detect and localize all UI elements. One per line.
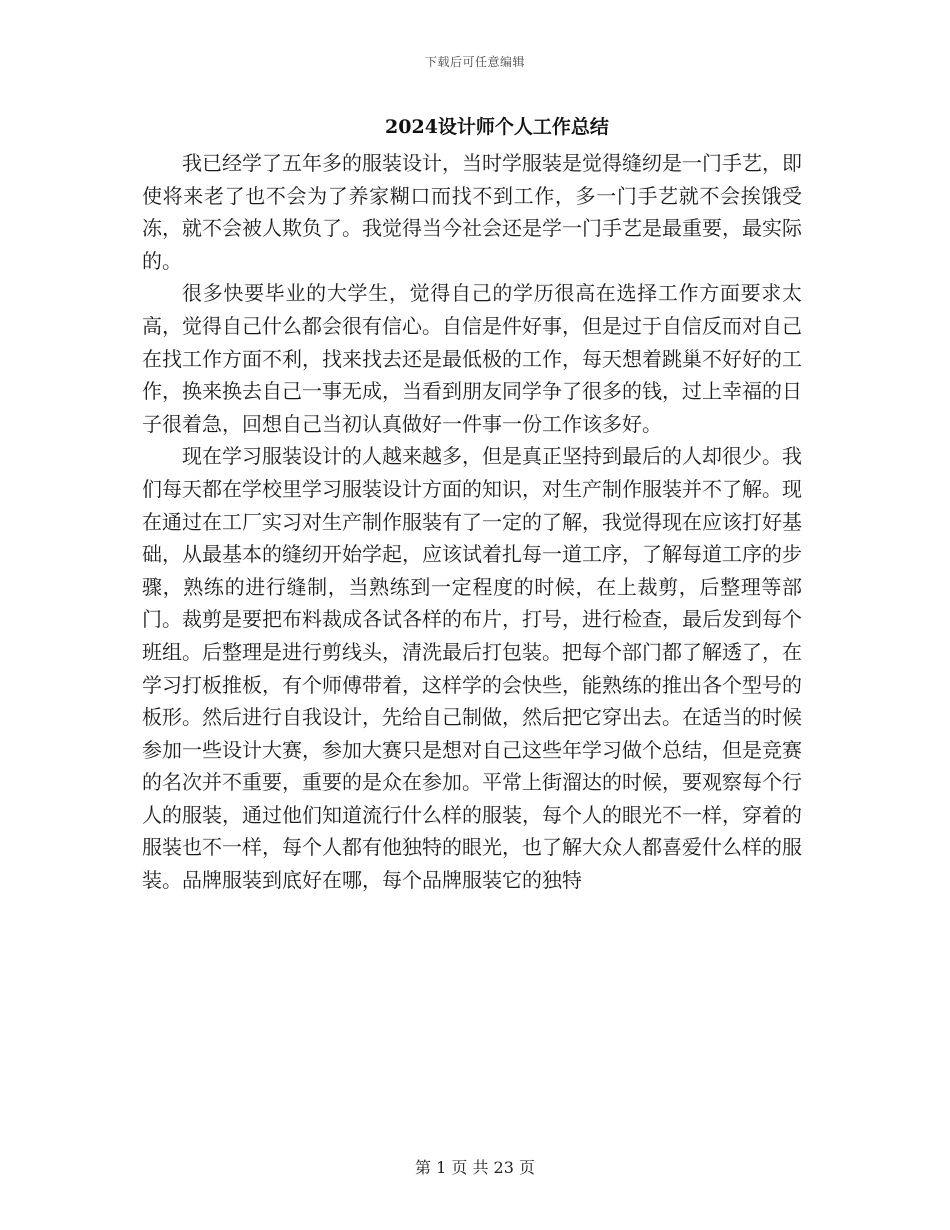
page-number: 第 1 页 共 23 页: [415, 1158, 535, 1177]
document-body: [142, 147, 802, 897]
paragraph-2: 很多快要毕业的大学生，觉得自己的学历很高在选择工作方面要求太高，觉得自己什么都会很有信心。自信是件好事，但是过于自信反而对自己在找工作方面不利，找来找去还是最低极的工作，每天想着跳巢不好好的工作，换来换去自己一事无成，当看到朋友同学争了很多的钱，过上幸福的日子很着急，回想自己当初认真做好一件事一份工作该多好。: [142, 281, 802, 436]
paragraph-3: 现在学习服装设计的人越来越多，但是真正坚持到最后的人却很少。我们每天都在学校里学习服装设计方面的知识，对生产制作服装并不了解。现在通过在工厂实习对生产制作服装有了一定的了解，我觉得现在应该打好基础，从最基本的缝纫开始学起，应该试着扎每一道工序，了解每道工序的步骤，熟练的进行缝制，当熟练到一定程度的时候，在上裁剪，后整理等部门。裁剪是要把布料裁成各试各样的布片，打号，进行检查，最后发到每个班组。后整理是进行剪线头，清洗最后打包装。把每个部门都了解透了，在学习打板推板，有个师傅带着，这样学的会快些，能熟练的推出各个型号的板形。然后进行自我设计，先给自己制做，然后把它穿出去。在适当的时候参加一些设计大赛，参加大赛只是想对自己这些年学习做个总结，但是竞赛的名次并不重要，重要的是众在参加。平常上街溜达的时候，要观察每个行人的服装，通过他们知道流行什么样的服装，每个人的眼光不一样，穿着的服装也不一样，每个人都有他独特的眼光，也了解大众人都喜爱什么样的服装。品牌服装到底好在哪，每个品牌服装它的独特: [142, 444, 802, 893]
paragraph-1: 我已经学了五年多的服装设计，当时学服装是觉得缝纫是一门手艺，即使将来老了也不会为了养家糊口而找不到工作，多一门手艺就不会挨饿受冻，就不会被人欺负了。我觉得当今社会还是学一门手艺是最重要，最实际的。: [142, 151, 802, 273]
header-note: 下载后可任意编辑: [424, 55, 525, 69]
document-title: 2024设计师个人工作总结: [385, 116, 609, 138]
